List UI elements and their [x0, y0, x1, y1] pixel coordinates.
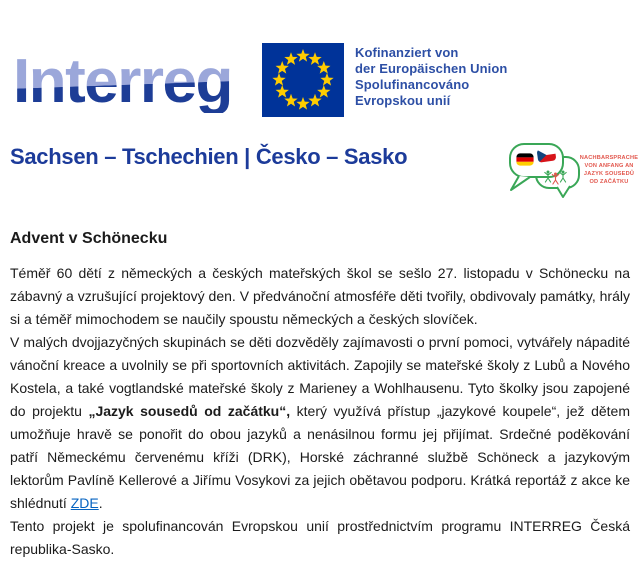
- paragraph-2-text-after: který využívá přístup „jazykové koupele“, jež dětem umožňuje hravě se ponořit do obou jazyků a nenásilnou formu jej přijímat. Srdečné poděkování patří Německému červenému kříži (DRK), Horské záchranné službě Schöneck a jazykovým lektorům Pavlíně Kellerové a Jiřímu Vosykovi za jejich obětavou podporu. Krátká reportáž z akce ke shlédnutí: [10, 403, 630, 511]
- project-logo: [505, 142, 639, 200]
- zde-link[interactable]: ZDE: [70, 495, 99, 511]
- czech-flag-icon: [536, 147, 557, 164]
- program-title: Sachsen – Tschechien | Česko – Sasko: [10, 144, 408, 169]
- paragraph-1: [10, 262, 630, 331]
- eu-cofunding-line-2: der Europäischen Union: [355, 61, 508, 76]
- interreg-logo: [13, 47, 232, 116]
- german-flag-icon: [516, 153, 534, 166]
- eu-cofunding-block: [262, 43, 507, 117]
- project-logo-line-3: JAZYK SOUSEDŮ: [583, 171, 635, 177]
- project-name-bold: „Jazyk sousedů od začátku“,: [88, 403, 291, 419]
- paragraph-2-period: .: [98, 495, 103, 511]
- eu-cofunding-line-4: Evropskou unií: [355, 93, 451, 108]
- paragraph-3: [10, 515, 630, 561]
- eu-cofunding-text: [355, 45, 507, 117]
- eu-cofunding-line-3: Spolufinancováno: [355, 77, 470, 92]
- interreg-logo-text: Interreg: [13, 47, 232, 116]
- project-logo-line-1: NACHBARSPRACHE: [579, 155, 639, 161]
- project-logo-line-4: OD ZAČÁTKU: [589, 179, 629, 185]
- article-body: [10, 262, 630, 561]
- paragraph-3-text: Tento projekt je spolufinancován Evropskou unií prostřednictvím programu INTERREG Česká republika-Sasko.: [10, 518, 630, 557]
- eu-flag-icon: [262, 43, 344, 117]
- project-logo-line-2: VON ANFANG AN: [584, 163, 634, 169]
- article-title: Advent v Schönecku: [10, 230, 168, 247]
- paragraph-2-text-before: V malých dvojjazyčných skupinách se děti dozvěděly zajímavosti o první pomoci, vytvářely nápadité vánoční kreace a uvolnily se při sportovních aktivitách. Zapojily se mateřské školy z Lubů a Nového Kostela, a také vogtlandské mateřské školy z Marieney a Wohlhausenu. Tyto školky jsou zapojené do projektu: [10, 334, 630, 419]
- paragraph-1-text: Téměř 60 dětí z německých a českých mateřských škol se sešlo 27. listopadu v Schönecku na zábavný a vzrušující projektový den. V předvánoční atmosféře děti tvořily, obdivovaly památky, hrály si a téměř mimochodem se naučily spoustu německých a českých slovíček.: [10, 265, 630, 327]
- paragraph-2: [10, 331, 630, 515]
- eu-cofunding-line-1: Kofinanziert von: [355, 45, 459, 60]
